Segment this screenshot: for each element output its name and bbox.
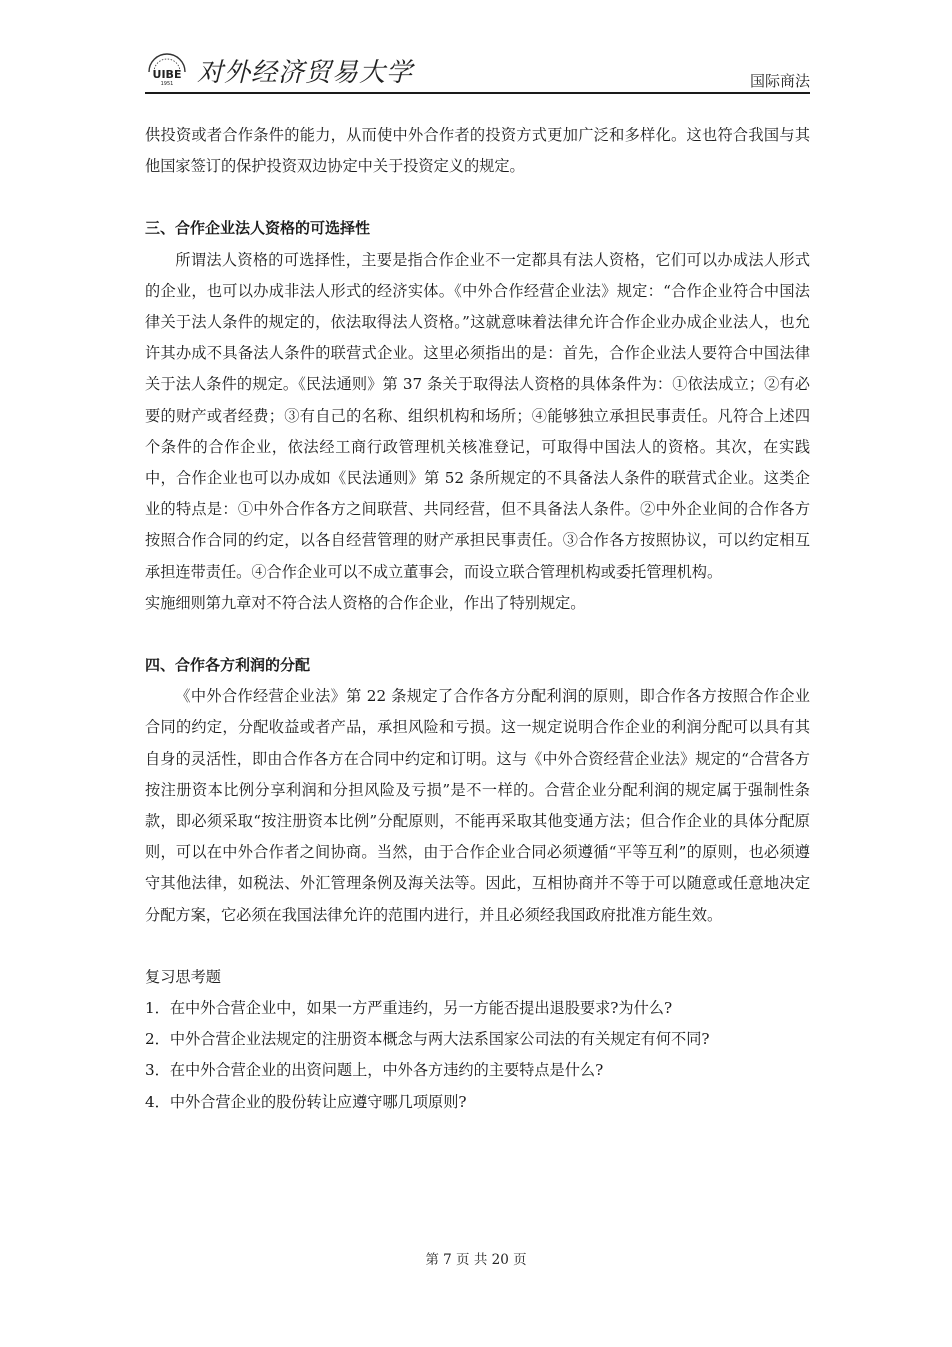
paragraph-4-1: 《中外合作经营企业法》第 22 条规定了合作各方分配利润的原则，即合作各方按照合作企业合同的约定，分配收益或者产品，承担风险和亏损。这一规定说明合作企业的利润分配可以具有其自身的灵活性，即由合作各方在合同中约定和订明。这与《中外合资经营企业法》规定的“合营各方按注册资本比例分享利润和分担风险及亏损”是不一样的。合营企业分配利润的规定属于强制性条款，即必须采取“按注册资本比例”分配原则，不能再采取其他变通方法；但合作企业的具体分配原则，可以在中外合作者之间协商。当然，由于合作企业合同必须遵循“平等互利”的原则，也必须遵守其他法律，如税法、外汇管理条例及海关法等。因此，互相协商并不等于可以随意或任意地决定分配方案，它必须在我国法律允许的范围内进行，并且必须经我国政府批准方能生效。 — [145, 687, 810, 924]
section-heading-3: 三、合作企业法人资格的可选择性 — [145, 219, 371, 238]
spacer — [145, 931, 810, 962]
spacer — [145, 182, 810, 213]
svg-text:UIBE: UIBE — [152, 68, 182, 81]
document-body — [145, 120, 810, 1118]
review-title: 复习思考题 — [145, 967, 221, 986]
page-number: 第 7 页 共 20 页 — [425, 1252, 527, 1268]
svg-text:1951: 1951 — [160, 81, 174, 86]
review-question: 4．中外合营企业的股份转让应遵守哪几项原则? — [145, 1092, 467, 1111]
uibe-seal-logo — [145, 48, 189, 86]
course-title: 国际商法 — [749, 72, 810, 90]
university-logo — [145, 48, 413, 86]
review-question: 1．在中外合营企业中，如果一方严重违约，另一方能否提出退股要求?为什么? — [145, 999, 673, 1018]
paragraph-intro: 供投资或者合作条件的能力，从而使中外合作者的投资方式更加广泛和多样化。这也符合我国与其他国家签订的保护投资双边协定中关于投资定义的规定。 — [145, 126, 810, 176]
university-name: 对外经济贸易大学 — [197, 58, 414, 88]
paragraph-3-1: 所谓法人资格的可选择性，主要是指合作企业不一定都具有法人资格，它们可以办成法人形式的企业，也可以办成非法人形式的经济实体。《中外合作经营企业法》规定：“合作企业符合中国法律关于法人条件的规定的，依法取得法人资格。”这就意味着法律允许合作企业办成企业法人，也允许其办成不具备法人条件的联营式企业。这里必须指出的是：首先，合作企业法人要符合中国法律关于法人条件的规定。《民法通则》第 37 条关于取得法人资格的具体条件为：①依法成立；②有必要的财产或者经费；③有自己的名称、组织机构和场所；④能够独立承担民事责任。凡符合上述四个条件的合作企业，依法经工商行政管理机关核准登记，可取得中国法人的资格。其次，在实践中，合作企业也可以办成如《民法通则》第 52 条所规定的不具备法人条件的联营式企业。这类企业的特点是：①中外合作各方之间联营、共同经营，但不具备法人条件。②中外企业间的合作各方按照合作合同的约定，以各自经营管理的财产承担民事责任。③合作各方按照协议，可以约定相互承担连带责任。④合作企业可以不成立董事会，而设立联合管理机构或委托管理机构。 — [145, 250, 810, 581]
page-header — [145, 38, 810, 94]
review-question: 2．中外合营企业法规定的注册资本概念与两大法系国家公司法的有关规定有何不同? — [145, 1030, 710, 1049]
section-heading-4: 四、合作各方利润的分配 — [145, 656, 311, 675]
spacer — [145, 619, 810, 650]
paragraph-3-2: 实施细则第九章对不符合法人资格的合作企业，作出了特别规定。 — [145, 593, 586, 612]
header-divider — [145, 92, 810, 94]
review-question: 3．在中外合营企业的出资问题上，中外各方违约的主要特点是什么? — [145, 1061, 604, 1080]
